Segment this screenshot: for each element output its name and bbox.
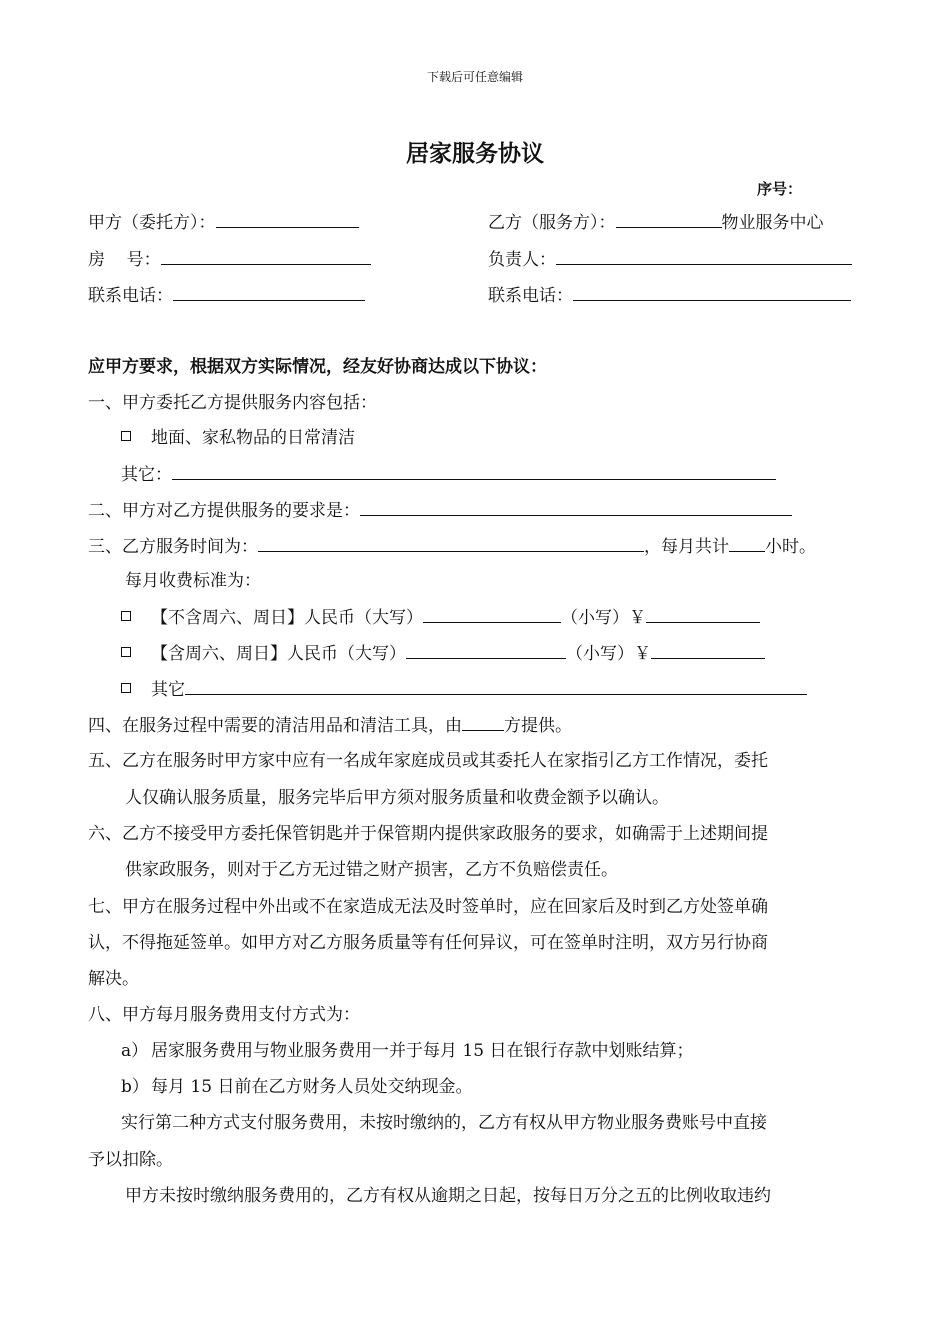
s3-time-blank[interactable] [258, 535, 644, 552]
manager-blank[interactable] [556, 248, 852, 265]
s8-note-2-line-1: 甲方未按时缴纳服务费用的，乙方有权从逾期之日起，按每日万分之五的比例收取违约 [125, 1186, 771, 1206]
s3-opt3-blank[interactable] [185, 678, 807, 695]
s3-mid: ，每月共计 [644, 537, 729, 557]
party-b-phone-label: 联系电话： [488, 286, 573, 306]
checkbox-icon[interactable] [121, 611, 131, 621]
manager-label: 负责人： [488, 250, 556, 270]
party-b-phone-blank[interactable] [573, 284, 851, 301]
page-title: 居家服务协议 [406, 140, 544, 167]
party-b-label: 乙方（服务方）： [488, 213, 616, 233]
section-5-line-2: 人仅确认服务质量，服务完毕后甲方须对服务质量和收费金额予以确认。 [125, 788, 669, 808]
s3-opt3-label: 其它 [151, 680, 185, 700]
s1-option-1 [121, 427, 355, 449]
section-1-title: 一、甲方委托乙方提供服务内容包括： [88, 393, 377, 413]
section-4-row [88, 714, 572, 737]
section-2-row [88, 499, 792, 522]
section-7-line-3: 解决。 [88, 969, 139, 989]
section-6-line-2: 供家政服务，则对于乙方无过错之财产损害，乙方不负赔偿责任。 [125, 860, 618, 880]
s4-prefix: 四、在服务过程中需要的清洁用品和清洁工具，由 [88, 716, 462, 736]
s3-hours-blank[interactable] [729, 535, 765, 552]
party-b-row [488, 211, 824, 234]
s1-other-label: 其它： [121, 465, 172, 485]
s8-option-b [121, 1076, 472, 1098]
s4-blank[interactable] [462, 714, 504, 731]
s8-note-1-line-1: 实行第二种方式支付服务费用，未按时缴纳的，乙方有权从甲方物业服务费账号中直接 [121, 1113, 767, 1133]
party-b-phone-row [488, 284, 851, 307]
s3-prefix: 三、乙方服务时间为： [88, 537, 258, 557]
section-8-title: 八、甲方每月服务费用支付方式为： [88, 1005, 360, 1025]
s1-option-1-label: 地面、家私物品的日常清洁 [151, 428, 355, 448]
s3-opt1-small-blank[interactable] [646, 606, 760, 623]
section-3-row [88, 535, 816, 558]
serial-label: 序号： [757, 180, 803, 198]
party-a-label: 甲方（委托方）： [88, 213, 216, 233]
s3-fee-label: 每月收费标准为： [125, 571, 261, 591]
checkbox-icon[interactable] [121, 647, 131, 657]
s1-other-blank[interactable] [172, 463, 776, 480]
s3-opt2-small-blank[interactable] [651, 642, 765, 659]
section-7-line-2: 认，不得拖延签单。如甲方对乙方服务质量等有任何异议，可在签单时注明，双方另行协商 [88, 933, 768, 953]
s8-b-marker: b） [121, 1077, 149, 1097]
s4-suffix: 方提供。 [504, 716, 572, 736]
section-6-line-1: 六、乙方不接受甲方委托保管钥匙并于保管期内提供家政服务的要求，如确需于上述期间提 [88, 824, 768, 844]
section-7-line-1: 七、甲方在服务过程中外出或不在家造成无法及时签单时，应在回家后及时到乙方处签单确 [88, 897, 768, 917]
section-2-text: 二、甲方对乙方提供服务的要求是： [88, 501, 360, 521]
s3-opt2-label: 【含周六、周日】人民币（大写） [151, 644, 406, 664]
room-row [88, 248, 371, 271]
party-b-suffix: 物业服务中心 [721, 213, 824, 233]
intro-text: 应甲方要求，根据双方实际情况，经友好协商达成以下协议： [88, 357, 547, 377]
checkbox-icon[interactable] [121, 683, 131, 693]
s3-opt1-label: 【不含周六、周日】人民币（大写） [151, 608, 423, 628]
party-a-row [88, 211, 359, 234]
s3-opt2-big-blank[interactable] [406, 642, 566, 659]
s2-blank[interactable] [360, 499, 792, 516]
s3-option-1 [121, 606, 760, 629]
room-label: 房 号： [88, 250, 161, 270]
s8-note-1-line-2: 予以扣除。 [88, 1150, 173, 1170]
room-blank[interactable] [161, 248, 371, 265]
section-5-line-1: 五、乙方在服务时甲方家中应有一名成年家庭成员或其委托人在家指引乙方工作情况，委托 [88, 751, 768, 771]
s3-suffix: 小时。 [765, 537, 816, 557]
s8-a-marker: a） [121, 1041, 149, 1061]
s3-opt1-big-blank[interactable] [423, 606, 561, 623]
header-note: 下载后可任意编辑 [426, 70, 523, 84]
s8-option-a [121, 1040, 693, 1062]
s3-opt2-small-label: （小写）￥ [566, 644, 651, 664]
s3-option-2 [121, 642, 765, 665]
manager-row [488, 248, 852, 271]
s8-a-text: 居家服务费用与物业服务费用一并于每月 15 日在银行存款中划账结算； [151, 1041, 694, 1061]
party-a-blank[interactable] [216, 211, 359, 228]
party-a-phone-label: 联系电话： [88, 286, 173, 306]
s8-b-text: 每月 15 日前在乙方财务人员处交纳现金。 [151, 1077, 473, 1097]
s1-other-row [121, 463, 776, 486]
checkbox-icon[interactable] [121, 431, 131, 441]
s3-option-3 [121, 678, 807, 701]
s3-opt1-small-label: （小写）￥ [561, 608, 646, 628]
party-b-blank[interactable] [616, 211, 722, 228]
party-a-phone-blank[interactable] [173, 284, 365, 301]
party-a-phone-row [88, 284, 365, 307]
